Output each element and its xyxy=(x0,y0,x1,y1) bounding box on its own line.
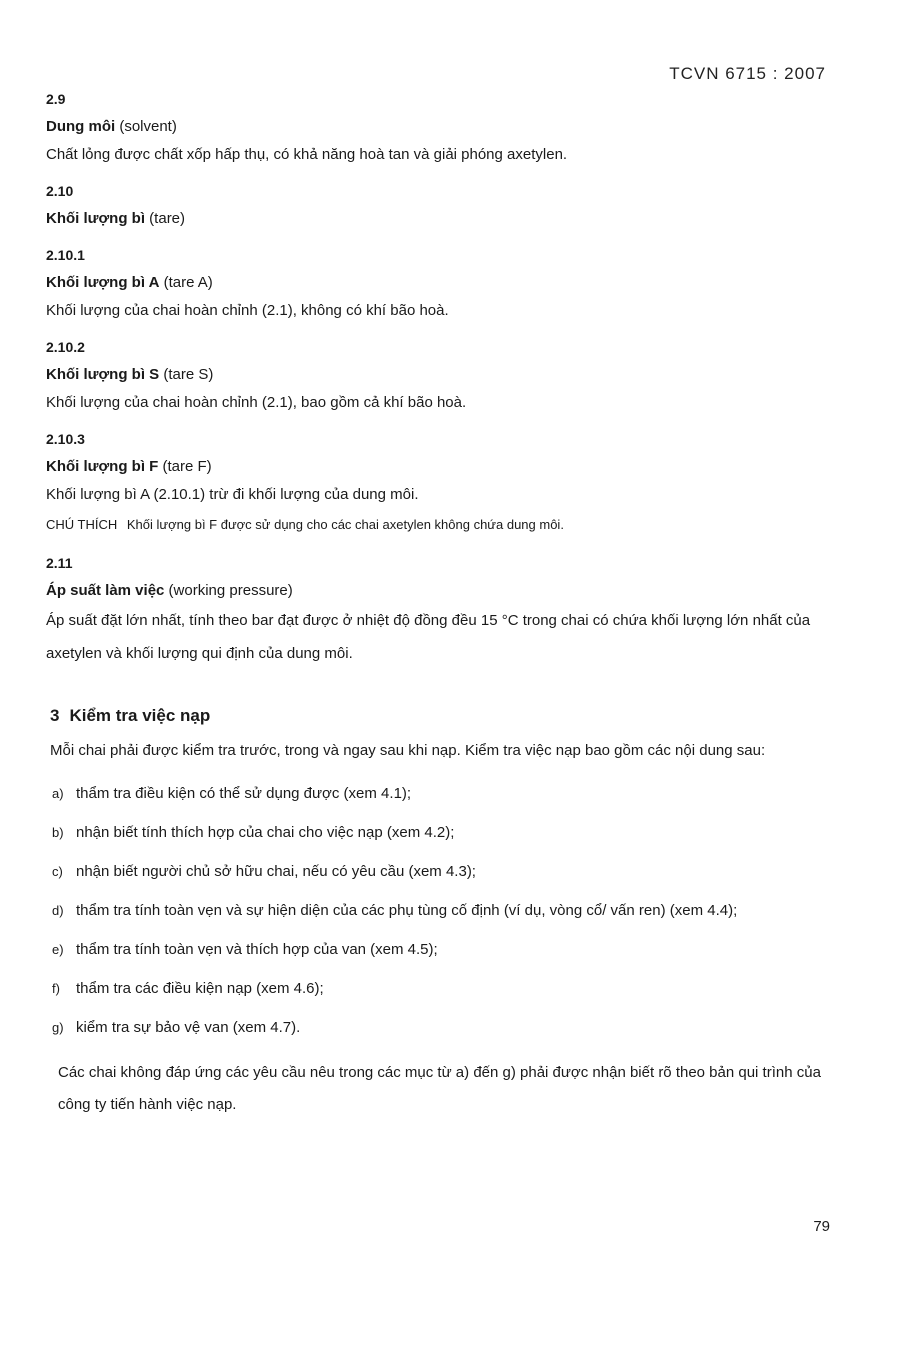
clause-number: 2.10 xyxy=(46,183,74,199)
term-english: (solvent) xyxy=(115,118,177,135)
clause-definition: Áp suất đặt lớn nhất, tính theo bar đạt được ở nhiệt độ đồng đều 15 °C trong chai có chứa khối lượng lớn nhất của axetylen và khối lượng qui định của dung môi. xyxy=(46,612,811,662)
list-item-label: g) xyxy=(52,1020,64,1035)
list-item-label: f) xyxy=(52,981,60,996)
list-item-text: kiểm tra sự bảo vệ van (xem 4.7). xyxy=(76,1019,301,1036)
clause-2-11 xyxy=(46,552,836,670)
list-item-label: a) xyxy=(52,786,64,801)
list-item xyxy=(52,1008,836,1047)
page-content xyxy=(46,88,836,1121)
list-item-label: b) xyxy=(52,825,64,840)
list-item-text: nhận biết tính thích hợp của chai cho việc nạp (xem 4.2); xyxy=(76,824,455,841)
term-bold: Dung môi xyxy=(46,118,116,135)
clause-number: 2.11 xyxy=(46,555,73,571)
list-item xyxy=(52,813,836,852)
list-item xyxy=(52,891,836,930)
section-closing: Các chai không đáp ứng các yêu cầu nêu trong các mục từ a) đến g) phải được nhận biết rõ theo bản qui trình của công ty tiến hành việc nạp. xyxy=(58,1064,821,1113)
clause-number: 2.10.2 xyxy=(46,339,85,355)
note-text: Khối lượng bì F được sử dụng cho các chai axetylen không chứa dung môi. xyxy=(126,517,564,532)
clause-2-10-1 xyxy=(46,244,836,322)
term-english: (tare) xyxy=(145,210,186,227)
list-item-text: thẩm tra điều kiện có thể sử dụng được (xem 4.1); xyxy=(76,785,412,802)
section-title-text: Kiểm tra việc nạp xyxy=(69,706,211,725)
term-english: (tare A) xyxy=(159,274,213,291)
page-number: 79 xyxy=(813,1218,830,1235)
list-item-label: c) xyxy=(52,864,63,879)
clause-number: 2.10.3 xyxy=(46,431,85,447)
term-bold: Khối lượng bì A xyxy=(46,274,160,291)
list-item-text: thẩm tra tính toàn vẹn và sự hiện diện của các phụ tùng cố định (ví dụ, vòng cổ/ vấn ren) (xem 4.4); xyxy=(76,902,738,919)
list-item xyxy=(52,852,836,891)
clause-term xyxy=(46,116,836,138)
list-item xyxy=(52,930,836,969)
term-english: (working pressure) xyxy=(164,582,293,599)
clause-term xyxy=(46,364,836,386)
list-item-label: e) xyxy=(52,942,64,957)
clause-2-10-2 xyxy=(46,336,836,414)
list-item-text: thẩm tra các điều kiện nạp (xem 4.6); xyxy=(76,980,324,997)
section-heading xyxy=(50,704,836,728)
clause-definition: Chất lỏng được chất xốp hấp thụ, có khả năng hoà tan và giải phóng axetylen. xyxy=(46,146,568,163)
clause-number: 2.10.1 xyxy=(46,247,85,263)
section-number: 3 xyxy=(50,706,60,725)
term-english: (tare F) xyxy=(158,458,212,475)
list-item-text: thẩm tra tính toàn vẹn và thích hợp của van (xem 4.5); xyxy=(76,941,438,958)
check-list xyxy=(46,774,836,1047)
clause-2-10-3 xyxy=(46,428,836,506)
list-item xyxy=(52,969,836,1008)
section-intro: Mỗi chai phải được kiểm tra trước, trong và ngay sau khi nạp. Kiểm tra việc nạp bao gồm các nội dung sau: xyxy=(50,742,766,759)
standard-code: TCVN 6715 : 2007 xyxy=(669,64,826,83)
clause-term xyxy=(46,272,836,294)
term-english: (tare S) xyxy=(159,366,214,383)
list-item-label: d) xyxy=(52,903,64,918)
clause-2-9 xyxy=(46,88,836,166)
term-bold: Khối lượng bì xyxy=(46,210,146,227)
clause-definition: Khối lượng bì A (2.10.1) trừ đi khối lượng của dung môi. xyxy=(46,486,419,503)
list-item-text: nhận biết người chủ sở hữu chai, nếu có yêu cầu (xem 4.3); xyxy=(76,863,476,880)
term-bold: Khối lượng bì S xyxy=(46,366,160,383)
term-bold: Áp suất làm việc xyxy=(46,582,165,599)
clause-term xyxy=(46,456,836,478)
clause-number: 2.9 xyxy=(46,91,66,107)
clause-term xyxy=(46,580,836,602)
clause-term xyxy=(46,208,836,230)
note-label: CHÚ THÍCH xyxy=(46,517,118,532)
clause-2-10 xyxy=(46,180,836,230)
clause-definition: Khối lượng của chai hoàn chỉnh (2.1), bao gồm cả khí bão hoà. xyxy=(46,394,467,411)
note xyxy=(46,514,836,536)
list-item xyxy=(52,774,836,813)
clause-definition: Khối lượng của chai hoàn chỉnh (2.1), không có khí bão hoà. xyxy=(46,302,449,319)
term-bold: Khối lượng bì F xyxy=(46,458,159,475)
